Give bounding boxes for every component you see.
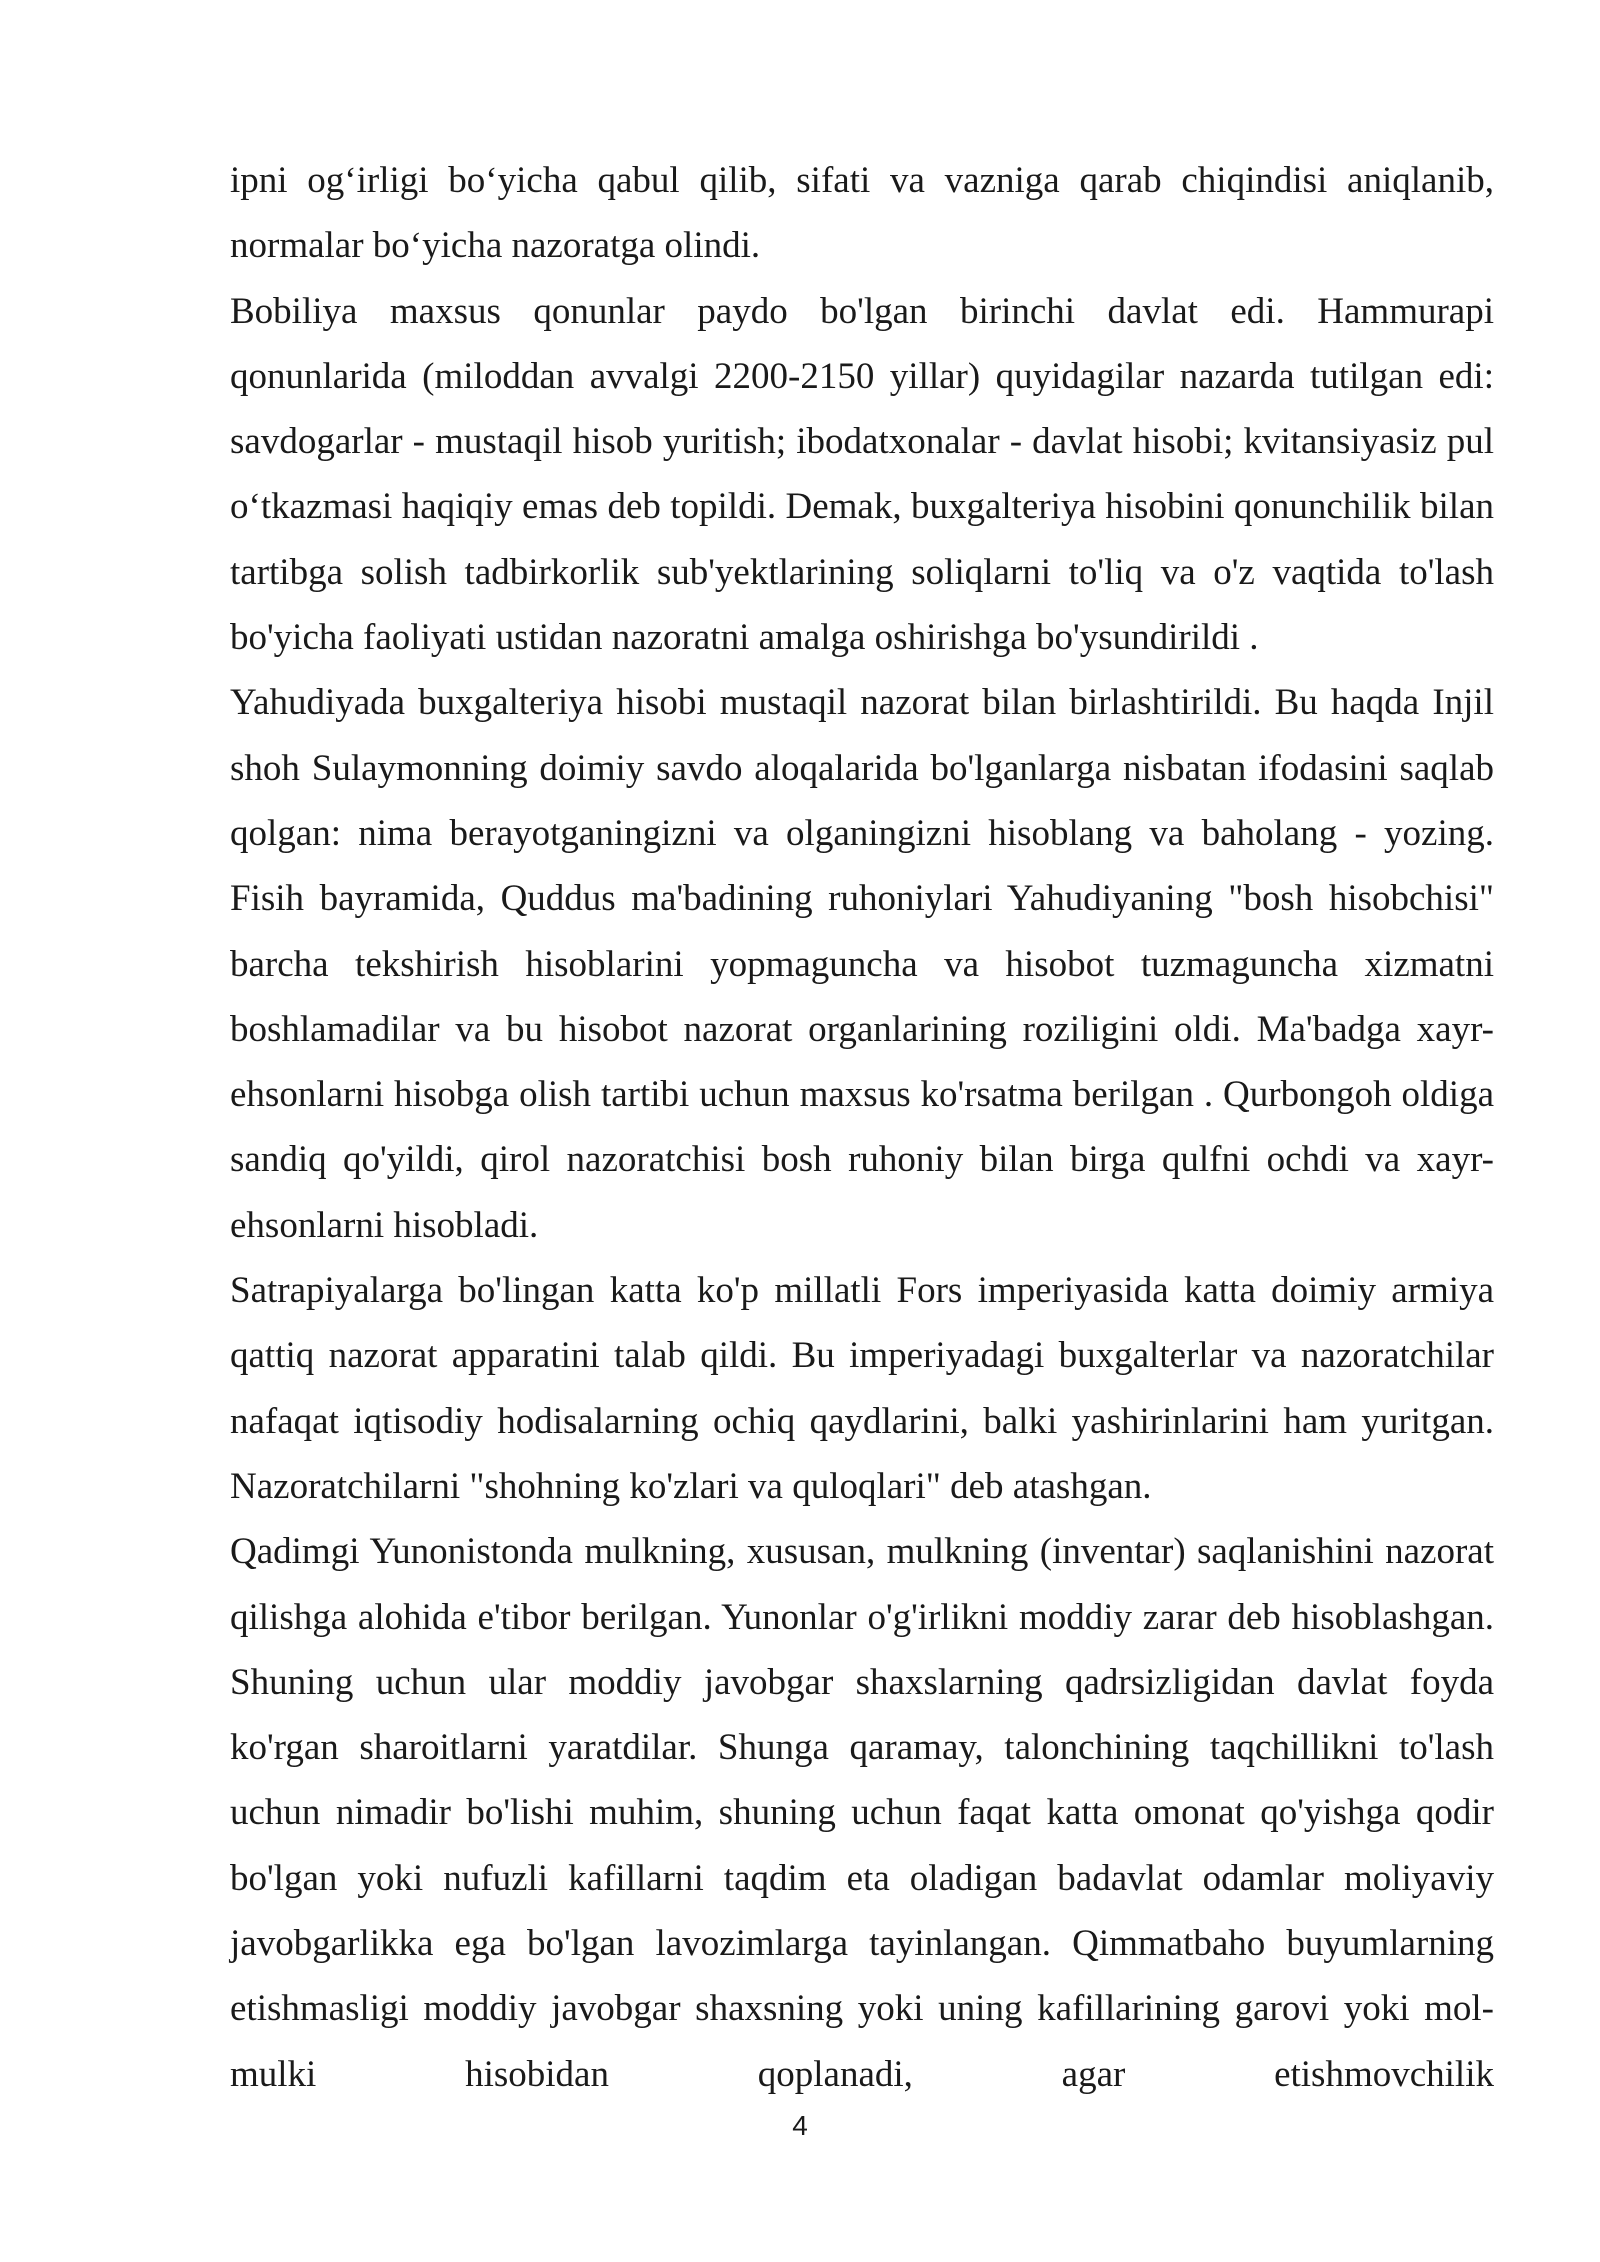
document-body — [230, 148, 1494, 2107]
paragraph: Yahudiyada buxgalteriya hisobi mustaqil nazorat bilan birlashtirildi. Bu haqda Injil shoh Sulaymonning doimiy savdo aloqalarida bo'lganlarga nisbatan ifodasini saqlab qolgan: nima berayotganingizni va olganingizni hisoblang va baholang - yozing. Fisih bayramida, Quddus ma'badining ruhoniylari Yahudiyaning "bosh hisobchisi" barcha tekshirish hisoblarini yopmaguncha va hisobot tuzmaguncha xizmatni boshlamadilar va bu hisobot nazorat organlarining roziligini oldi. Ma'badga xayr-ehsonlarni hisobga olish tartibi uchun maxsus ko'rsatma berilgan . Qurbongoh oldiga sandiq qo'yildi, qirol nazoratchisi bosh ruhoniy bilan birga qulfni ochdi va xayr-ehsonlarni hisobladi. — [230, 682, 1494, 1246]
paragraph: Bobiliya maxsus qonunlar paydo bo'lgan birinchi davlat edi. Hammurapi qonunlarida (miloddan avvalgi 2200-2150 yillar) quyidagilar nazarda tutilgan edi: savdogarlar - mustaqil hisob yuritish; ibodatxonalar - davlat hisobi; kvitansiyasiz pul o‘tkazmasi haqiqiy emas deb topildi. Demak, buxgalteriya hisobini qonunchilik bilan tartibga solish tadbirkorlik sub'yektlarining soliqlarni to'liq va o'z vaqtida to'lash bo'yicha faoliyati ustidan nazoratni amalga oshirishga bo'ysundirildi . — [230, 290, 1494, 659]
page-number: 4 — [792, 2110, 808, 2141]
paragraph: ipni og‘irligi bo‘yicha qabul qilib, sifati va vazniga qarab chiqindisi aniqlanib, normalar bo‘yicha nazoratga olindi. — [230, 160, 1494, 267]
paragraph: Satrapiyalarga bo'lingan katta ko'p millatli Fors imperiyasida katta doimiy armiya qattiq nazorat apparatini talab qildi. Bu imperiyadagi buxgalterlar va nazoratchilar nafaqat iqtisodiy hodisalarning ochiq qaydlarini, balki yashirinlarini ham yuritgan. Nazoratchilarni "shohning ko'zlari va quloqlari" deb atashgan. — [230, 1270, 1494, 1507]
paragraph: Qadimgi Yunonistonda mulkning, xususan, mulkning (inventar) saqlanishini nazorat qilishga alohida e'tibor berilgan. Yunonlar o'g'irlikni moddiy zarar deb hisoblashgan. Shuning uchun ular moddiy javobgar shaxslarning qadrsizligidan davlat foyda ko'rgan sharoitlarni yaratdilar. Shunga qaramay, talonchining taqchillikni to'lash uchun nimadir bo'lishi muhim, shuning uchun faqat katta omonat qo'yishga qodir bo'lgan yoki nufuzli kafillarni taqdim eta oladigan badavlat odamlar moliyaviy javobgarlikka ega bo'lgan lavozimlarga tayinlangan. Qimmatbaho buyumlarning etishmasligi moddiy javobgar shaxsning yoki uning kafillarining garovi yoki mol-mulki hisobidan qoplanadi, agar etishmovchilik — [230, 1531, 1494, 2095]
